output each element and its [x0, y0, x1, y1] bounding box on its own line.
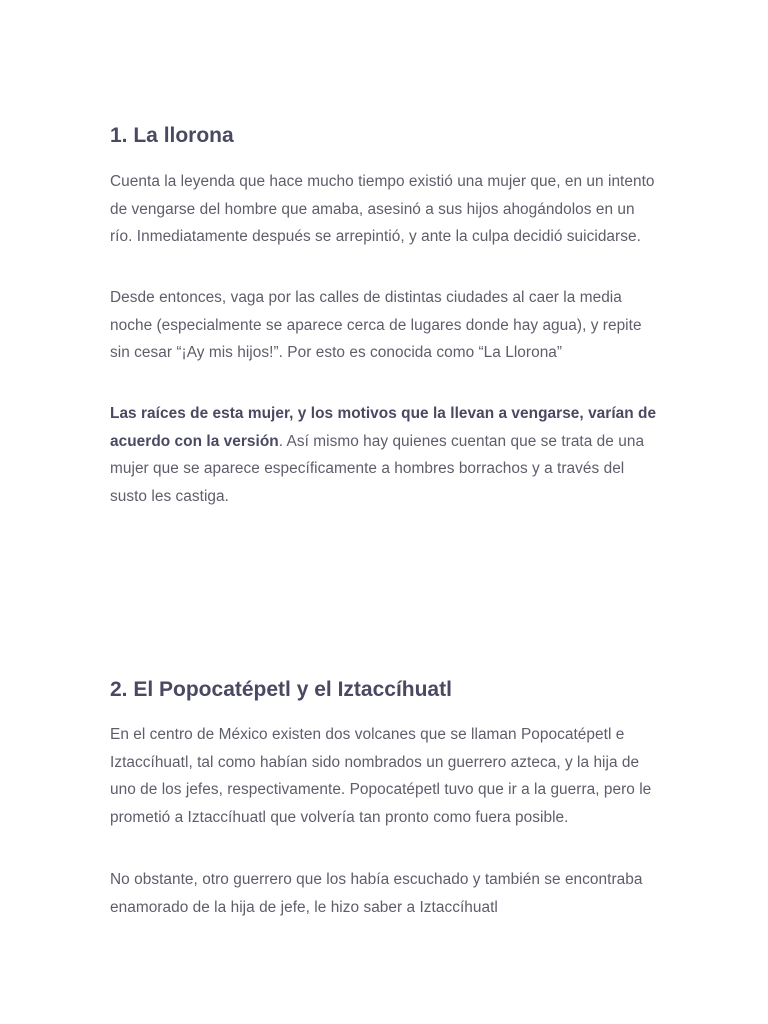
paragraph-text: . Así mismo hay quienes cuentan que se trata de una mujer que se aparece específicamente a hombres borrachos y a través del susto les castiga. — [110, 432, 645, 505]
paragraph: En el centro de México existen dos volcanes que se llaman Popocatépetl e Iztaccíhuatl, tal como habían sido nombrados un guerrero azteca, y la hija de uno de los jefes, respectivamente. Popocatépetl tuvo que ir a la guerra, pero le prometió a Iztaccíhuatl que volvería tan pronto como fuera posible. — [110, 726, 652, 826]
paragraph-mixed — [110, 400, 658, 510]
bold-text: Las raíces de esta mujer, y los motivos que la llevan a vengarse, varían de acuerdo con la versión — [110, 405, 657, 450]
paragraph: Cuenta la leyenda que hace mucho tiempo existió una mujer que, en un intento de vengarse del hombre que amaba, asesinó a sus hijos ahogándolos en un río. Inmediatamente después se arrepintió, y ante la culpa decidió suicidarse. — [110, 173, 655, 245]
section-title-la-llorona: 1. La llorona — [110, 124, 234, 147]
paragraph: No obstante, otro guerrero que los había escuchado y también se encontraba enamorado de la hija de jefe, le hizo saber a Iztaccíhuatl — [110, 871, 643, 916]
section-title-popocatepetl: 2. El Popocatépetl y el Iztaccíhuatl — [110, 678, 452, 701]
paragraph: Desde entonces, vaga por las calles de distintas ciudades al caer la media noche (especialmente se aparece cerca de lugares donde hay agua), y repite sin cesar “¡Ay mis hijos!”. Por esto es conocida como “La Llorona” — [110, 289, 642, 361]
